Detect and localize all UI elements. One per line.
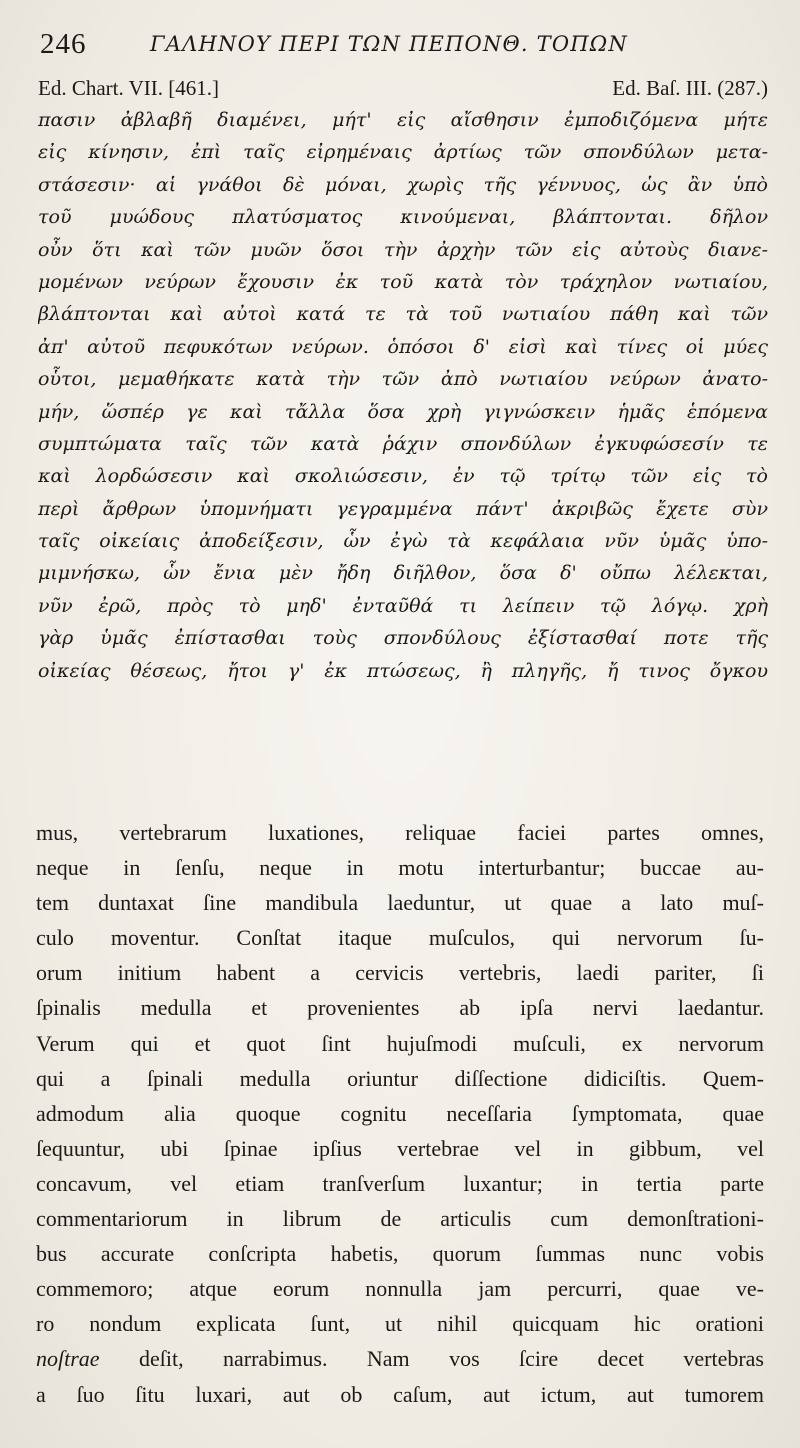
latin-line: concavum, vel etiam tranſverſum luxantur; in tertia parte xyxy=(36,1170,764,1196)
greek-line: ταῖς οἰκείαις ἀποδείξεσιν, ὧν ἐγὼ τὰ κεφάλαια νῦν ὑμᾶς ὑπο- xyxy=(38,530,768,553)
greek-line: βλάπτονται καὶ αὐτοὶ κατά τε τὰ τοῦ νωτιαίου πάθη καὶ τῶν xyxy=(38,303,768,326)
latin-line: bus accurate conſcripta habetis, quorum ſummas nunc vobis xyxy=(36,1241,764,1267)
latin-text-block xyxy=(36,815,764,1412)
page-header xyxy=(40,28,770,64)
latin-line: tem duntaxat ſine mandibula laeduntur, ut quae a lato muſ- xyxy=(36,890,764,916)
italic-word: noſtrae xyxy=(36,1346,100,1372)
latin-line: qui a ſpinali medulla oriuntur diſſectione didiciſtis. Quem- xyxy=(36,1065,764,1091)
latin-line: commemoro; atque eorum nonnulla jam percurri, quae ve- xyxy=(36,1276,764,1302)
latin-line: ro nondum explicata ſunt, ut nihil quicquam hic orationi xyxy=(36,1311,764,1337)
greek-line: καὶ λορδώσεσιν καὶ σκολιώσεσιν, ἐν τῷ τρίτῳ τῶν εἰς τὸ xyxy=(38,465,768,488)
greek-line: γὰρ ὑμᾶς ἐπίστασθαι τοὺς σπονδύλους ἐξίστασθαί ποτε τῆς xyxy=(38,627,768,650)
greek-line: στάσεσιν· αἱ γνάθοι δὲ μόναι, χωρὶς τῆς γέννυος, ὡς ἂν ὑπὸ xyxy=(38,173,768,196)
latin-line: Verum qui et quot ſint hujuſmodi muſculi, ex nervorum xyxy=(36,1030,764,1056)
edition-references xyxy=(38,76,768,102)
greek-line: περὶ ἄρθρων ὑπομνήματι γεγραμμένα πάντ' ἀκριβῶς ἔχετε σὺν xyxy=(38,497,768,520)
greek-text-block xyxy=(38,104,768,687)
latin-line: ſequuntur, ubi ſpinae ipſius vertebrae vel in gibbum, vel xyxy=(36,1135,764,1161)
greek-line: μομένων νεύρων ἔχουσιν ἐκ τοῦ κατὰ τὸν τράχηλον νωτιαίου, xyxy=(38,270,768,293)
latin-line: admodum alia quoque cognitu neceſſaria ſymptomata, quae xyxy=(36,1100,764,1126)
latin-line: a ſuo ſitu luxari, aut ob caſum, aut ictum, aut tumorem xyxy=(36,1381,764,1407)
greek-line: πασιν ἀβλαβῆ διαμένει, μήτ' εἰς αἴσθησιν ἐμποδιζόμενα μήτε xyxy=(38,109,768,131)
latin-line: neque in ſenſu, neque in motu interturbantur; buccae au- xyxy=(36,855,764,881)
latin-line: mus, vertebrarum luxationes, reliquae faciei partes omnes, xyxy=(36,820,764,845)
greek-line: μιμνήσκω, ὧν ἔνια μὲν ἤδη διῆλθον, ὅσα δ' οὔπω λέλεκται, xyxy=(38,562,768,585)
greek-line: μήν, ὥσπέρ γε καὶ τἄλλα ὅσα χρὴ γιγνώσκειν ἡμᾶς ἑπόμενα xyxy=(38,400,768,423)
latin-line: orum initium habent a cervicis vertebris, laedi pariter, ſi xyxy=(36,960,764,986)
greek-line: οὖν ὅτι καὶ τῶν μυῶν ὅσοι τὴν ἀρχὴν τῶν εἰς αὐτοὺς διανε- xyxy=(38,238,768,261)
greek-line: νῦν ἐρῶ, πρὸς τὸ μηδ' ἐνταῦθά τι λείπειν τῷ λόγῳ. χρὴ xyxy=(38,594,768,617)
greek-line: τοῦ μυώδους πλατύσματος κινούμεναι, βλάπτονται. δῆλον xyxy=(38,206,768,229)
page-number: 246 xyxy=(40,28,87,60)
greek-line: οἰκείας θέσεως, ἤτοι γ' ἐκ πτώσεως, ἢ πληγῆς, ἤ τινος ὄγκου xyxy=(38,659,768,682)
greek-line: ἀπ' αὐτοῦ πεφυκότων νεύρων. ὁπόσοι δ' εἰσὶ καὶ τίνες οἱ μύες xyxy=(38,335,768,358)
latin-line: culo moventur. Conſtat itaque muſculos, qui nervorum ſu- xyxy=(36,925,764,951)
edition-basel: Ed. Baſ. III. (287.) xyxy=(612,76,768,100)
running-head: ΓΑΛΗΝΟΥ ΠΕΡΙ ΤΩΝ ΠΕΠΟΝΘ. ΤΟΠΩΝ xyxy=(150,32,628,56)
greek-line: οὗτοι, μεμαθήκατε κατὰ τὴν τῶν ἀπὸ νωτιαίου νεύρων ἀνατο- xyxy=(38,368,768,391)
greek-line: εἰς κίνησιν, ἐπὶ ταῖς εἰρημέναις ἀρτίως τῶν σπονδύλων μετα- xyxy=(38,141,768,164)
latin-line: ſpinalis medulla et provenientes ab ipſa nervi laedantur. xyxy=(36,995,764,1021)
edition-chartier: Ed. Chart. VII. [461.] xyxy=(38,76,219,100)
greek-line: συμπτώματα ταῖς τῶν κατὰ ῥάχιν σπονδύλων ἐγκυφώσεσίν τε xyxy=(38,432,768,455)
latin-line: commentariorum in librum de articulis cum demonſtrationi- xyxy=(36,1206,764,1232)
latin-line: noſtrae deſit, narrabimus. Nam vos ſcire decet vertebras xyxy=(36,1346,764,1372)
